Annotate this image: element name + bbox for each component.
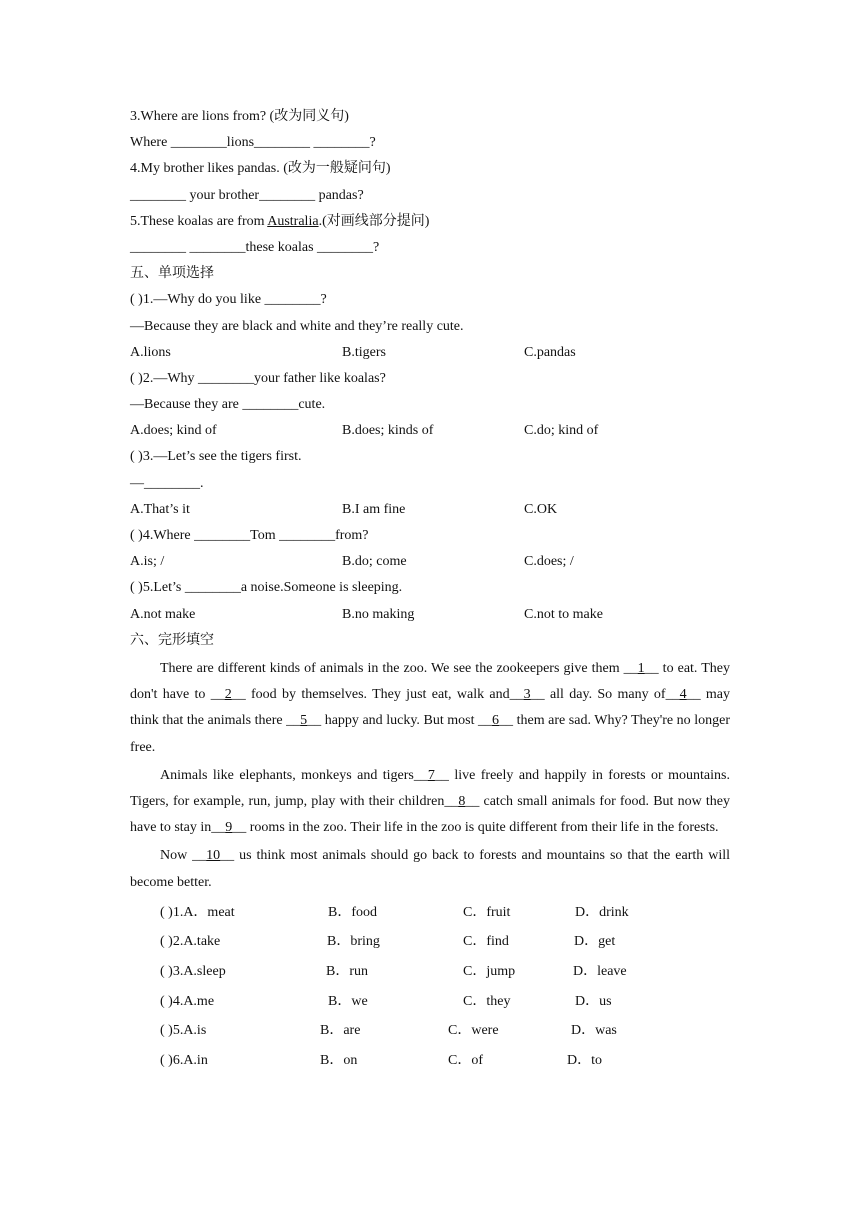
underlined-word: Australia [267, 213, 319, 229]
cloze-choice-4: ( )4.A.me B．we C．they D．us [160, 993, 612, 1009]
option-b: B.do; come [342, 554, 407, 570]
mc-reply-3: —________. [130, 475, 204, 491]
blank-number: 4 [679, 687, 687, 703]
blank-number: 7 [427, 767, 435, 783]
mc-options-4 [130, 549, 730, 575]
section-heading-multiple-choice: 五、单项选择 [130, 266, 214, 282]
blank-number: 1 [637, 660, 645, 676]
cloze-paragraph-1: There are different kinds of animals in the zoo. We see the zookeepers give them __1__ to eat. They don't have to __2__ food by themselves. They just eat, walk and__3__ all day. So many of__4__ may think that the animals there __5__ happy and lucky. But most __6__ them are sad. Why? They're no longer free. [130, 660, 731, 755]
option-b: B.does; kinds of [342, 423, 434, 439]
option-b: B.no making [342, 606, 415, 622]
mc-reply-2: —Because they are ________cute. [130, 397, 326, 413]
answer-line-5: ________ ________these koalas ________? [130, 239, 380, 255]
mc-question-2: ( )2.—Why ________your father like koalas? [130, 370, 386, 386]
option-a: A.not make [130, 606, 196, 622]
cloze-choice-5: ( )5.A.is B．are C．were D．was [160, 1023, 617, 1039]
worksheet-page [130, 104, 730, 1075]
question-5: 5.These koalas are from Australia.(对画线部分提问) [130, 213, 430, 229]
mc-options-1 [130, 340, 730, 366]
mc-options-3 [130, 497, 730, 523]
option-a: A.That’s it [130, 501, 190, 517]
blank-number: 9 [225, 820, 233, 836]
blank-number: 5 [300, 713, 308, 729]
answer-line-3: Where ________lions________ ________? [130, 135, 376, 151]
blank-number: 8 [458, 793, 466, 809]
cloze-choice-3: ( )3.A.sleep B．run C．jump D．leave [160, 963, 627, 979]
blank-number: 2 [224, 687, 232, 703]
mc-question-3: ( )3.—Let’s see the tigers first. [130, 449, 302, 465]
option-c: C.OK [524, 501, 558, 517]
blank-number: 3 [523, 687, 531, 703]
option-c: C.not to make [524, 606, 603, 622]
question-4: 4.My brother likes pandas. (改为一般疑问句) [130, 161, 391, 177]
option-a: A.does; kind of [130, 423, 217, 439]
cloze-paragraph-3: Now __10__ us think most animals should go back to forests and mountains so that the earth will become better. [130, 848, 730, 890]
option-b: B.tigers [342, 344, 386, 360]
cloze-choice-6: ( )6.A.in B．on C．of D．to [160, 1052, 602, 1068]
blank-number: 6 [492, 713, 500, 729]
cloze-paragraph-2: Animals like elephants, monkeys and tigers__7__ live freely and happily in forests or mountains. Tigers, for example, run, jump, play with their children__8__ catch small animals for food. But now they have to stay in__9__ rooms in the zoo. Their life in the zoo is quite different from their life in the forests. [130, 767, 730, 836]
mc-options-5 [130, 602, 730, 628]
option-a: A.is; / [130, 554, 165, 570]
cloze-choice-2: ( )2.A.take B．bring C．find D．get [160, 934, 616, 950]
cloze-choice-1: ( )1.A．meat B．food C．fruit D．drink [160, 904, 629, 920]
mc-question-5: ( )5.Let’s ________a noise.Someone is sleeping. [130, 580, 403, 596]
option-b: B.I am fine [342, 501, 406, 517]
option-a: A.lions [130, 344, 171, 360]
mc-reply-1: —Because they are black and white and they’re really cute. [130, 318, 464, 334]
mc-question-1: ( )1.—Why do you like ________? [130, 292, 327, 308]
option-c: C.pandas [524, 344, 576, 360]
section-heading-cloze: 六、完形填空 [130, 632, 214, 648]
blank-number: 10 [206, 848, 221, 864]
option-c: C.do; kind of [524, 423, 599, 439]
mc-question-4: ( )4.Where ________Tom ________from? [130, 528, 369, 543]
answer-line-4: ________ your brother________ pandas? [130, 187, 364, 203]
question-3: 3.Where are lions from? (改为同义句) [130, 109, 349, 124]
mc-options-2 [130, 418, 730, 444]
option-c: C.does; / [524, 554, 574, 570]
